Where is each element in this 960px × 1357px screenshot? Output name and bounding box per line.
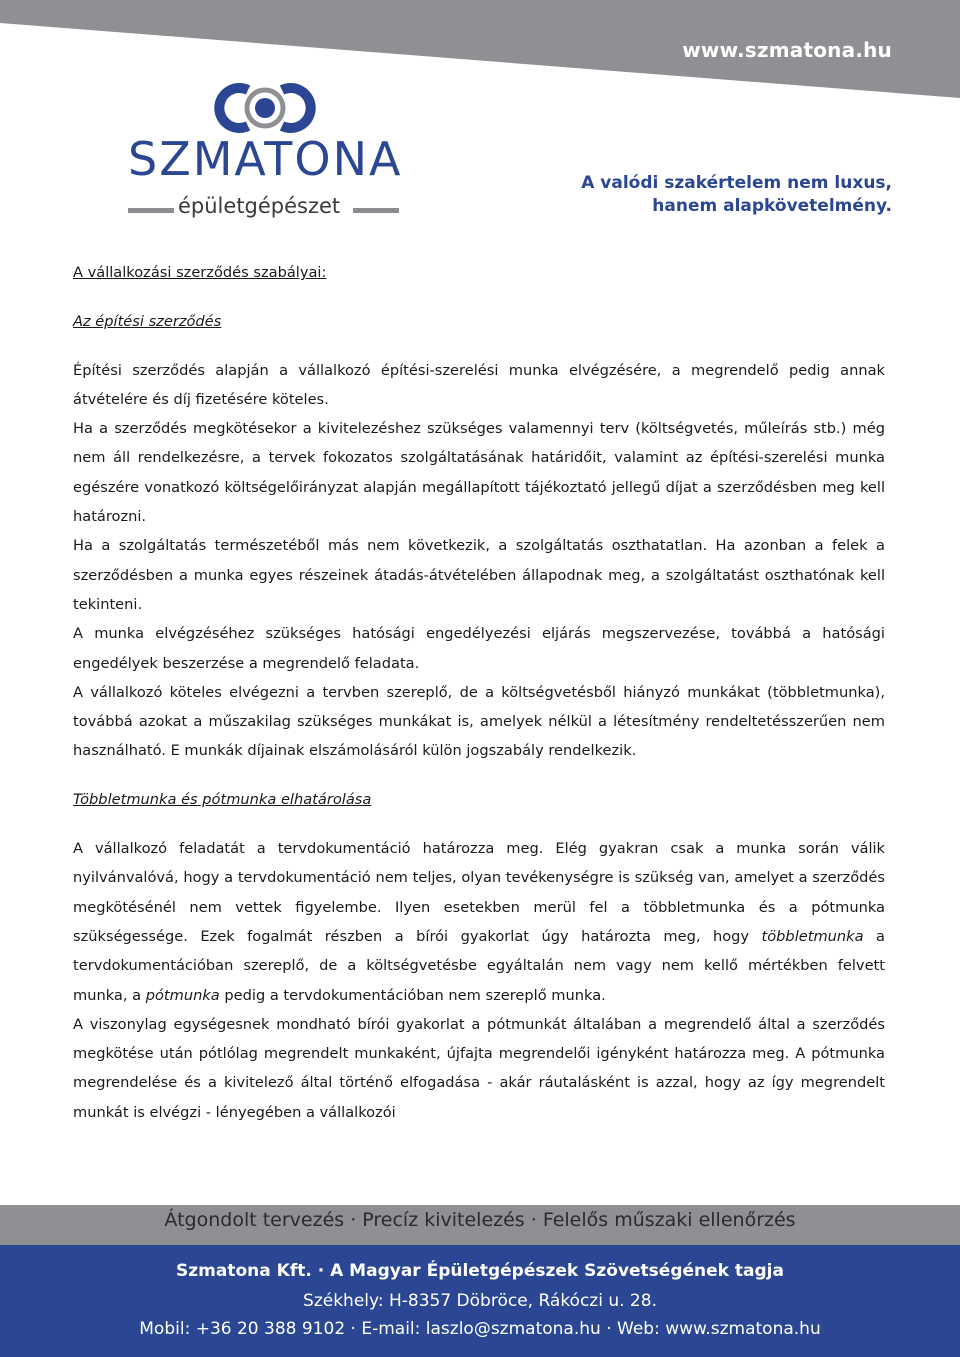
paragraph: Ha a szerződés megkötésekor a kivitelezéshez szükséges valamennyi terv (költségvetés, műleírás stb.) még nem áll rendelkezésre, a tervek fokozatos szolgáltatásának határidőit, valamint az építési-szerelési munka egészére vonatkozó költségelőirányzat alapján megállapított tájékoztató jellegű díjat a szerződésben meg kell határozni. bbox=[73, 420, 885, 526]
document-body bbox=[73, 258, 885, 1127]
paragraph: A vállalkozó köteles elvégezni a tervben szereplő, de a költségvetésből hiányzó munkákat (többletmunka), továbbá azokat a műszakilag szükséges munkákat is, amelyek nélkül a létesítmény rendeltetésszerűen nem használható. E munkák díjainak elszámolásáról külön jogszabály rendelkezik. bbox=[73, 683, 885, 760]
paragraph-text: a tervdokumentációban szereplő, de a költségvetésbe egyáltalán nem vagy nem kellő mértékben felvett munka, a bbox=[73, 927, 885, 1004]
document-title: A vállalkozási szerződés szabályai: bbox=[73, 264, 327, 281]
section-heading-tobbletmunka: Többletmunka és pótmunka elhatárolása bbox=[73, 791, 372, 809]
paragraph-text: A vállalkozó feladatát a tervdokumentáció határozza meg. Elég gyakran csak a munka során válik nyilvánvalóvá, hogy a tervdokumentáció nem teljes, olyan tevékenységre is szükség van, amelyet a szerződés megkötésénél nem vettek figyelembe. Ilyen esetekben merül fel a többletmunka és a pótmunka szükségessége. Ezek fogalmát részben a bírói gyakorlat úgy határozta meg, hogy bbox=[73, 840, 885, 945]
paragraph: Építési szerződés alapján a vállalkozó építési-szerelési munka elvégzésére, a megrendelő pedig annak átvételére és díj fizetésére köteles. bbox=[73, 361, 885, 408]
website-url[interactable]: www.szmatona.hu bbox=[682, 38, 892, 62]
slogan bbox=[581, 172, 892, 218]
company-logo bbox=[120, 78, 420, 228]
letterhead-header bbox=[0, 0, 960, 240]
footer-company: Szmatona Kft. · A Magyar Épületgépészek Szövetségének tagja bbox=[176, 1261, 784, 1281]
paragraph: A viszonylag egységesnek mondható bírói gyakorlat a pótmunkát általában a megrendelő által a szerződés megkötése után pótlólag megrendelt munkaként, újfajta megrendelői igényként határozza meg. A pótmunka megrendelése és a kivitelező által történő elfogadása - akár ráutalásként is azzal, hogy az így megrendelt munkát is elvégzi - lényegében a vállalkozói bbox=[73, 1015, 885, 1121]
logo-divider-right bbox=[353, 208, 399, 213]
slogan-line-2: hanem alapkövetelmény. bbox=[652, 196, 892, 216]
logo-wordmark: SZMATONA bbox=[128, 132, 403, 186]
paragraph: Ha a szolgáltatás természetéből más nem következik, a szolgáltatás oszthatatlan. Ha azonban a felek a szerződésben a munka egyes részeinek átadás-átvételében állapodnak meg, a szolgáltatást oszthatónak kell tekinteni. bbox=[73, 537, 885, 613]
paragraph: A munka elvégzéséhez szükséges hatósági engedélyezési eljárás megszervezése, továbbá a hatósági engedélyek beszerzése a megrendelő feladata. bbox=[73, 625, 885, 672]
slogan-line-1: A valódi szakértelem nem luxus, bbox=[581, 173, 892, 193]
logo-subtitle: épületgépészet bbox=[178, 194, 341, 218]
paragraph-text: pedig a tervdokumentációban nem szereplő munka. bbox=[219, 986, 606, 1004]
logo-divider-left bbox=[128, 208, 174, 213]
section-heading-epitesi-szerzodes: Az építési szerződés bbox=[73, 312, 222, 330]
logo-rings-icon bbox=[210, 82, 320, 134]
paragraph bbox=[73, 834, 885, 1010]
footer-tagline: Átgondolt tervezés · Precíz kivitelezés · Felelős műszaki ellenőrzés bbox=[164, 1209, 796, 1231]
footer-contact-band bbox=[0, 1245, 960, 1357]
spacer bbox=[73, 766, 885, 786]
term-potmunka: pótmunka bbox=[145, 986, 220, 1004]
term-tobbletmunka: többletmunka bbox=[761, 927, 864, 945]
footer-address: Székhely: H-8357 Döbröce, Rákóczi u. 28. bbox=[303, 1291, 657, 1311]
footer-contact: Mobil: +36 20 388 9102 · E-mail: laszlo@szmatona.hu · Web: www.szmatona.hu bbox=[139, 1319, 821, 1339]
